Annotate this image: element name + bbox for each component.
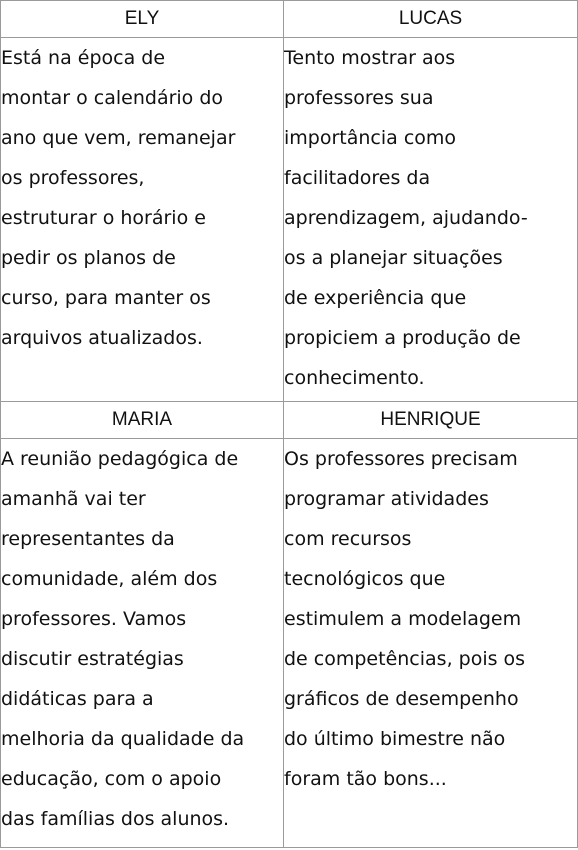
statement-henrique-cell xyxy=(284,439,578,848)
statement-lucas: Tento mostrar aos professores sua importância como facilitadores da aprendizagem, ajudando- os a planejar situações de experiência que propiciem a produção de conhecimento. xyxy=(284,47,528,389)
header-row-top xyxy=(1,1,578,38)
statement-ely-cell xyxy=(1,38,284,402)
name-maria: MARIA xyxy=(1,402,284,439)
statement-ely: Está na época de montar o calendário do ano que vem, remanejar os professores, estruturar o horário e pedir os planos de curso, para manter os arquivos atualizados. xyxy=(1,47,236,349)
statement-henrique: Os professores precisam programar atividades com recursos tecnológicos que estimulem a modelagem de competências, pois os gráficos de desempenho do último bimestre não foram tão bons... xyxy=(284,448,526,790)
text-row-top xyxy=(1,38,578,402)
name-ely: ELY xyxy=(1,1,284,38)
statement-lucas-cell xyxy=(284,38,578,402)
statement-maria: A reunião pedagógica de amanhã vai ter representantes da comunidade, além dos professores. Vamos discutir estratégias didáticas para a melhoria da qualidade da educação, com o apoio das famílias dos alunos. xyxy=(1,448,245,830)
name-henrique: HENRIQUE xyxy=(284,402,578,439)
header-row-bottom xyxy=(1,402,578,439)
text-row-bottom xyxy=(1,439,578,848)
name-lucas: LUCAS xyxy=(284,1,578,38)
statement-maria-cell xyxy=(1,439,284,848)
